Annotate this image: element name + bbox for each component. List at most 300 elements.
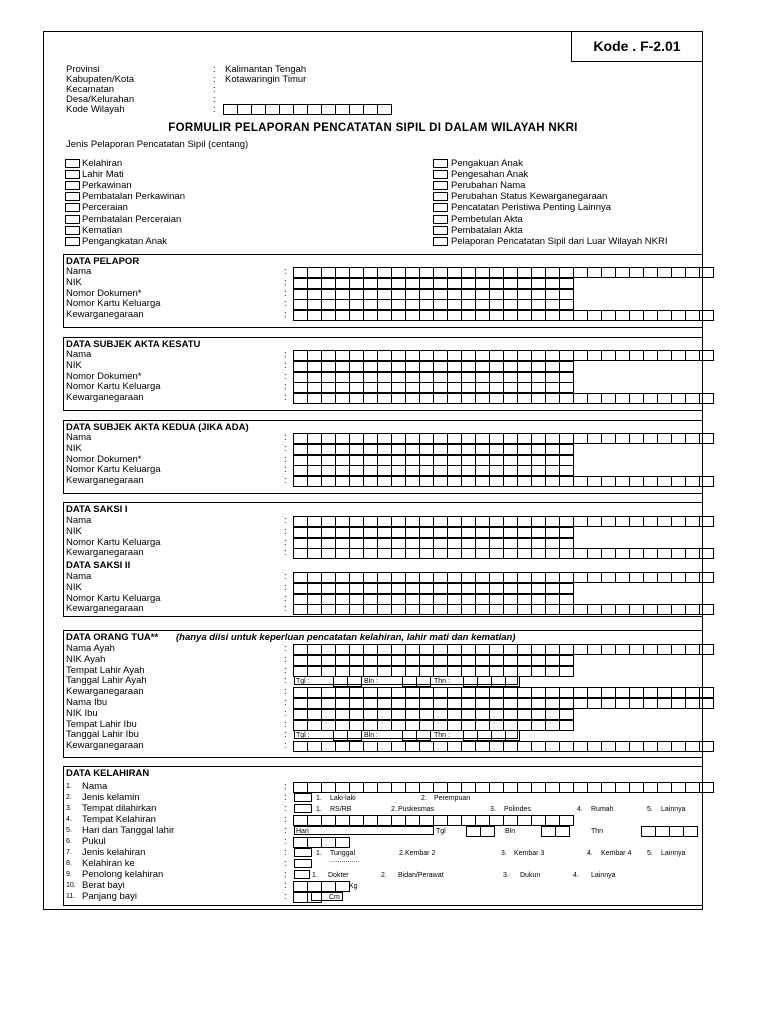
char-box[interactable] [545, 583, 560, 594]
char-box[interactable] [419, 476, 434, 487]
char-box[interactable] [419, 655, 434, 666]
char-box[interactable] [531, 604, 546, 615]
char-box[interactable] [531, 465, 546, 476]
char-box[interactable] [377, 372, 392, 383]
char-box[interactable] [293, 687, 308, 698]
char-box[interactable] [531, 299, 546, 310]
char-box[interactable] [265, 104, 280, 115]
char-box[interactable] [321, 393, 336, 404]
char-box[interactable] [307, 393, 322, 404]
char-box[interactable] [433, 815, 448, 826]
char-box[interactable] [363, 350, 378, 361]
char-box[interactable] [517, 687, 532, 698]
char-box[interactable] [433, 465, 448, 476]
char-box[interactable] [321, 837, 336, 848]
char-box[interactable] [615, 516, 630, 527]
char-box[interactable] [405, 516, 420, 527]
char-box[interactable] [391, 516, 406, 527]
char-box[interactable] [349, 465, 364, 476]
report-type-checkbox[interactable] [433, 226, 448, 235]
char-box[interactable] [545, 465, 560, 476]
char-box[interactable] [657, 433, 672, 444]
char-box[interactable] [657, 267, 672, 278]
char-box[interactable] [545, 572, 560, 583]
char-box[interactable] [363, 782, 378, 793]
char-box[interactable] [363, 594, 378, 605]
field-boxes[interactable] [294, 476, 714, 487]
char-box[interactable] [461, 720, 476, 731]
char-box[interactable] [643, 741, 658, 752]
char-box[interactable] [405, 604, 420, 615]
char-box[interactable] [475, 516, 490, 527]
char-box[interactable] [419, 698, 434, 709]
char-box[interactable] [335, 741, 350, 752]
char-box[interactable] [587, 572, 602, 583]
char-box[interactable] [293, 350, 308, 361]
char-box[interactable] [335, 476, 350, 487]
char-box[interactable] [349, 548, 364, 559]
char-box[interactable] [433, 382, 448, 393]
char-box[interactable] [293, 782, 308, 793]
char-box[interactable] [307, 267, 322, 278]
char-box[interactable] [615, 548, 630, 559]
char-box[interactable] [517, 604, 532, 615]
char-box[interactable] [433, 644, 448, 655]
char-box[interactable] [559, 516, 574, 527]
char-box[interactable] [517, 444, 532, 455]
char-box[interactable] [349, 476, 364, 487]
field-boxes[interactable] [294, 267, 714, 278]
char-box[interactable] [447, 299, 462, 310]
char-box[interactable] [335, 455, 350, 466]
char-box[interactable] [559, 278, 574, 289]
char-box[interactable] [517, 361, 532, 372]
char-box[interactable] [559, 527, 574, 538]
char-box[interactable] [475, 382, 490, 393]
char-box[interactable] [419, 687, 434, 698]
char-box[interactable] [559, 465, 574, 476]
char-box[interactable] [643, 350, 658, 361]
char-box[interactable] [531, 382, 546, 393]
char-box[interactable] [531, 666, 546, 677]
char-box[interactable] [545, 687, 560, 698]
char-box[interactable] [335, 278, 350, 289]
char-box[interactable] [377, 433, 392, 444]
char-box[interactable] [419, 741, 434, 752]
thn-boxes[interactable] [642, 826, 698, 837]
char-box[interactable] [405, 476, 420, 487]
field-boxes[interactable] [294, 583, 574, 594]
char-box[interactable] [349, 709, 364, 720]
char-box[interactable] [335, 310, 350, 321]
char-box[interactable] [475, 455, 490, 466]
char-box[interactable] [391, 455, 406, 466]
char-box[interactable] [321, 527, 336, 538]
char-box[interactable] [601, 350, 616, 361]
char-box[interactable] [419, 382, 434, 393]
char-box[interactable] [643, 782, 658, 793]
char-box[interactable] [559, 350, 574, 361]
char-box[interactable] [321, 666, 336, 677]
char-box[interactable] [447, 687, 462, 698]
char-box[interactable] [447, 720, 462, 731]
char-box[interactable] [489, 666, 504, 677]
char-box[interactable] [573, 310, 588, 321]
char-box[interactable] [293, 644, 308, 655]
char-box[interactable] [657, 741, 672, 752]
char-box[interactable] [447, 289, 462, 300]
char-box[interactable] [671, 687, 686, 698]
char-box[interactable] [475, 572, 490, 583]
char-box[interactable] [601, 572, 616, 583]
char-box[interactable] [307, 527, 322, 538]
char-box[interactable] [377, 583, 392, 594]
char-box[interactable] [419, 465, 434, 476]
char-box[interactable] [377, 741, 392, 752]
char-box[interactable] [531, 289, 546, 300]
char-box[interactable] [335, 361, 350, 372]
char-box[interactable] [307, 709, 322, 720]
report-type-checkbox[interactable] [65, 181, 80, 190]
char-box[interactable] [559, 538, 574, 549]
char-box[interactable] [545, 299, 560, 310]
char-box[interactable] [377, 720, 392, 731]
char-box[interactable] [405, 709, 420, 720]
char-box[interactable] [480, 826, 495, 837]
char-box[interactable] [545, 709, 560, 720]
char-box[interactable] [419, 594, 434, 605]
char-box[interactable] [447, 698, 462, 709]
char-box[interactable] [335, 527, 350, 538]
char-box[interactable] [671, 267, 686, 278]
char-box[interactable] [377, 527, 392, 538]
char-box[interactable] [475, 666, 490, 677]
char-box[interactable] [419, 310, 434, 321]
char-box[interactable] [461, 666, 476, 677]
char-box[interactable] [601, 267, 616, 278]
char-box[interactable] [657, 350, 672, 361]
char-box[interactable] [419, 267, 434, 278]
char-box[interactable] [335, 465, 350, 476]
char-box[interactable] [531, 538, 546, 549]
char-box[interactable] [307, 548, 322, 559]
char-box[interactable] [517, 527, 532, 538]
char-box[interactable] [391, 655, 406, 666]
char-box[interactable] [321, 455, 336, 466]
char-box[interactable] [293, 720, 308, 731]
char-box[interactable] [657, 516, 672, 527]
char-box[interactable] [335, 350, 350, 361]
field-boxes[interactable] [294, 698, 714, 709]
char-box[interactable] [685, 350, 700, 361]
char-box[interactable] [541, 826, 556, 837]
char-box[interactable] [489, 278, 504, 289]
char-box[interactable] [433, 361, 448, 372]
char-box[interactable] [643, 476, 658, 487]
char-box[interactable] [475, 782, 490, 793]
char-box[interactable] [699, 741, 714, 752]
char-box[interactable] [559, 548, 574, 559]
char-box[interactable] [545, 594, 560, 605]
char-box[interactable] [559, 455, 574, 466]
char-box[interactable] [503, 720, 518, 731]
char-box[interactable] [503, 455, 518, 466]
char-box[interactable] [377, 465, 392, 476]
char-box[interactable] [601, 476, 616, 487]
char-box[interactable] [643, 604, 658, 615]
char-box[interactable] [489, 516, 504, 527]
char-box[interactable] [447, 644, 462, 655]
char-box[interactable] [545, 382, 560, 393]
char-box[interactable] [419, 572, 434, 583]
char-box[interactable] [573, 516, 588, 527]
char-box[interactable] [573, 687, 588, 698]
char-box[interactable] [363, 666, 378, 677]
char-box[interactable] [405, 361, 420, 372]
char-box[interactable] [419, 720, 434, 731]
char-box[interactable] [699, 350, 714, 361]
char-box[interactable] [461, 548, 476, 559]
char-box[interactable] [545, 538, 560, 549]
char-box[interactable] [531, 372, 546, 383]
char-box[interactable] [321, 594, 336, 605]
char-box[interactable] [531, 455, 546, 466]
char-box[interactable] [461, 516, 476, 527]
char-box[interactable] [489, 382, 504, 393]
char-box[interactable] [307, 572, 322, 583]
char-box[interactable] [433, 572, 448, 583]
char-box[interactable] [489, 433, 504, 444]
char-box[interactable] [349, 538, 364, 549]
char-box[interactable] [531, 476, 546, 487]
char-box[interactable] [293, 881, 308, 892]
char-box[interactable] [391, 720, 406, 731]
char-box[interactable] [405, 444, 420, 455]
char-box[interactable] [531, 548, 546, 559]
jenis-kelamin-box[interactable] [294, 793, 312, 802]
char-box[interactable] [419, 583, 434, 594]
char-box[interactable] [475, 687, 490, 698]
char-box[interactable] [293, 666, 308, 677]
char-box[interactable] [461, 741, 476, 752]
report-type-checkbox[interactable] [65, 226, 80, 235]
char-box[interactable] [489, 687, 504, 698]
char-box[interactable] [307, 444, 322, 455]
char-box[interactable] [559, 594, 574, 605]
char-box[interactable] [321, 698, 336, 709]
char-box[interactable] [293, 278, 308, 289]
char-box[interactable] [559, 666, 574, 677]
char-box[interactable] [475, 548, 490, 559]
char-box[interactable] [643, 698, 658, 709]
char-box[interactable] [349, 350, 364, 361]
char-box[interactable] [307, 837, 322, 848]
char-box[interactable] [615, 604, 630, 615]
field-boxes[interactable] [294, 455, 574, 466]
char-box[interactable] [461, 433, 476, 444]
char-box[interactable] [503, 741, 518, 752]
char-box[interactable] [587, 782, 602, 793]
char-box[interactable] [363, 572, 378, 583]
char-box[interactable] [685, 782, 700, 793]
char-box[interactable] [433, 278, 448, 289]
char-box[interactable] [293, 527, 308, 538]
char-box[interactable] [657, 310, 672, 321]
char-box[interactable] [517, 644, 532, 655]
char-box[interactable] [559, 644, 574, 655]
char-box[interactable] [475, 604, 490, 615]
char-box[interactable] [643, 393, 658, 404]
char-box[interactable] [349, 583, 364, 594]
char-box[interactable] [559, 782, 574, 793]
char-box[interactable] [615, 741, 630, 752]
char-box[interactable] [503, 433, 518, 444]
char-box[interactable] [377, 361, 392, 372]
char-box[interactable] [349, 516, 364, 527]
char-box[interactable] [321, 104, 336, 115]
char-box[interactable] [475, 583, 490, 594]
penolong-box[interactable] [294, 870, 310, 879]
char-box[interactable] [349, 361, 364, 372]
char-box[interactable] [545, 267, 560, 278]
char-box[interactable] [391, 476, 406, 487]
char-box[interactable] [475, 644, 490, 655]
char-box[interactable] [559, 720, 574, 731]
char-box[interactable] [629, 548, 644, 559]
char-box[interactable] [503, 666, 518, 677]
char-box[interactable] [377, 350, 392, 361]
char-box[interactable] [447, 455, 462, 466]
char-box[interactable] [475, 538, 490, 549]
char-box[interactable] [699, 644, 714, 655]
char-box[interactable] [489, 350, 504, 361]
char-box[interactable] [433, 548, 448, 559]
char-box[interactable] [293, 455, 308, 466]
field-boxes[interactable] [294, 527, 574, 538]
char-box[interactable] [377, 538, 392, 549]
char-box[interactable] [419, 278, 434, 289]
char-box[interactable] [629, 433, 644, 444]
char-box[interactable] [349, 687, 364, 698]
char-box[interactable] [461, 594, 476, 605]
char-box[interactable] [545, 433, 560, 444]
char-box[interactable] [601, 644, 616, 655]
char-box[interactable] [307, 372, 322, 383]
char-box[interactable] [475, 741, 490, 752]
char-box[interactable] [391, 393, 406, 404]
char-box[interactable] [587, 476, 602, 487]
char-box[interactable] [391, 604, 406, 615]
char-box[interactable] [419, 455, 434, 466]
char-box[interactable] [419, 372, 434, 383]
char-box[interactable] [321, 476, 336, 487]
char-box[interactable] [531, 433, 546, 444]
char-box[interactable] [503, 604, 518, 615]
char-box[interactable] [391, 594, 406, 605]
char-box[interactable] [489, 698, 504, 709]
char-box[interactable] [489, 709, 504, 720]
char-box[interactable] [321, 881, 336, 892]
char-box[interactable] [615, 267, 630, 278]
char-box[interactable] [307, 741, 322, 752]
char-box[interactable] [517, 299, 532, 310]
char-box[interactable] [377, 267, 392, 278]
char-box[interactable] [475, 594, 490, 605]
char-box[interactable] [391, 666, 406, 677]
char-box[interactable] [433, 310, 448, 321]
char-box[interactable] [433, 709, 448, 720]
char-box[interactable] [363, 382, 378, 393]
char-box[interactable] [377, 476, 392, 487]
char-box[interactable] [545, 527, 560, 538]
char-box[interactable] [363, 455, 378, 466]
char-box[interactable] [293, 310, 308, 321]
char-box[interactable] [405, 644, 420, 655]
char-box[interactable] [461, 361, 476, 372]
char-box[interactable] [629, 698, 644, 709]
char-box[interactable] [377, 516, 392, 527]
char-box[interactable] [601, 516, 616, 527]
char-box[interactable] [335, 583, 350, 594]
char-box[interactable] [419, 350, 434, 361]
char-box[interactable] [559, 393, 574, 404]
char-box[interactable] [433, 604, 448, 615]
char-box[interactable] [685, 393, 700, 404]
char-box[interactable] [405, 594, 420, 605]
char-box[interactable] [503, 687, 518, 698]
char-box[interactable] [475, 433, 490, 444]
char-box[interactable] [349, 527, 364, 538]
report-type-checkbox[interactable] [65, 159, 80, 168]
char-box[interactable] [531, 393, 546, 404]
char-box[interactable] [405, 538, 420, 549]
char-box[interactable] [293, 583, 308, 594]
char-box[interactable] [545, 655, 560, 666]
field-boxes[interactable] [294, 350, 714, 361]
char-box[interactable] [419, 361, 434, 372]
char-box[interactable] [615, 350, 630, 361]
char-box[interactable] [349, 444, 364, 455]
char-box[interactable] [447, 361, 462, 372]
char-box[interactable] [643, 516, 658, 527]
char-box[interactable] [349, 594, 364, 605]
char-box[interactable] [293, 516, 308, 527]
field-boxes[interactable] [294, 433, 714, 444]
char-box[interactable] [517, 455, 532, 466]
char-box[interactable] [489, 741, 504, 752]
char-box[interactable] [601, 310, 616, 321]
char-box[interactable] [629, 741, 644, 752]
char-box[interactable] [503, 465, 518, 476]
char-box[interactable] [545, 666, 560, 677]
char-box[interactable] [363, 815, 378, 826]
report-type-checkbox[interactable] [433, 192, 448, 201]
char-box[interactable] [447, 278, 462, 289]
char-box[interactable] [531, 698, 546, 709]
char-box[interactable] [433, 372, 448, 383]
char-box[interactable] [559, 687, 574, 698]
char-box[interactable] [419, 299, 434, 310]
char-box[interactable] [391, 465, 406, 476]
char-box[interactable] [363, 709, 378, 720]
char-box[interactable] [671, 644, 686, 655]
char-box[interactable] [573, 548, 588, 559]
char-box[interactable] [293, 892, 308, 903]
char-box[interactable] [461, 444, 476, 455]
char-box[interactable] [363, 644, 378, 655]
char-box[interactable] [685, 548, 700, 559]
char-box[interactable] [685, 476, 700, 487]
